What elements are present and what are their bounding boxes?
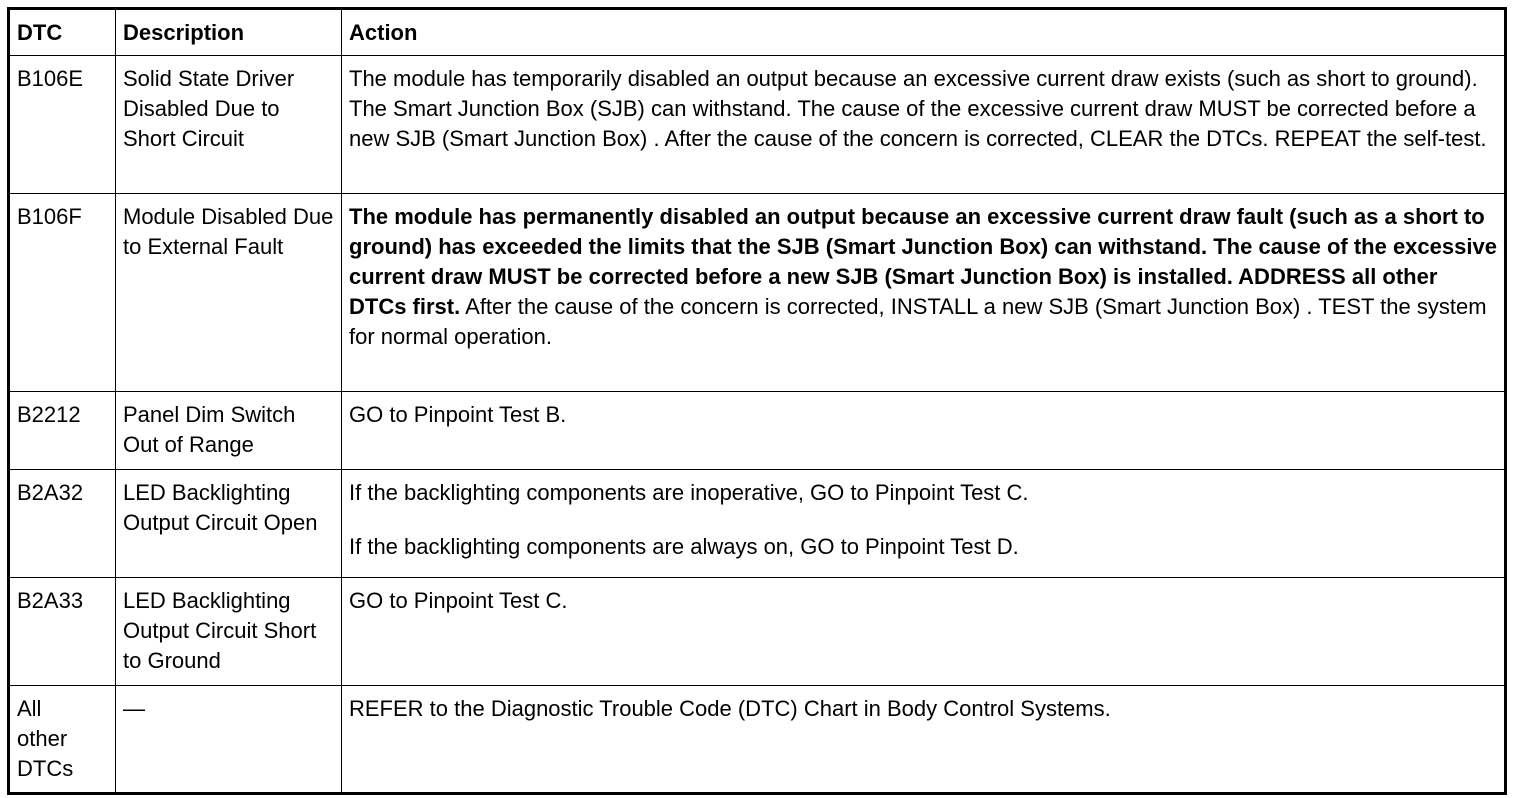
action-cell [342, 578, 1506, 686]
dtc-code-cell: B106F [9, 194, 116, 392]
action-paragraph [349, 64, 1498, 154]
table-header-row [9, 9, 1506, 56]
action-paragraph [349, 532, 1498, 562]
description-cell: Solid State Driver Disabled Due to Short Circuit [116, 56, 342, 194]
action-paragraph [349, 400, 1498, 430]
description-cell: Module Disabled Due to External Fault [116, 194, 342, 392]
description-cell: Panel Dim Switch Out of Range [116, 392, 342, 470]
action-cell [342, 56, 1506, 194]
action-cell [342, 470, 1506, 578]
action-cell [342, 686, 1506, 794]
dtc-code-cell: B2A32 [9, 470, 116, 578]
action-text: After the cause of the concern is corrected, INSTALL a new SJB (Smart Junction Box) . TEST the system for normal operation. [349, 294, 1487, 349]
dtc-code-cell: B106E [9, 56, 116, 194]
description-cell: LED Backlighting Output Circuit Short to Ground [116, 578, 342, 686]
column-header-description: Description [116, 9, 342, 56]
dtc-code-cell: B2A33 [9, 578, 116, 686]
table-row [9, 686, 1506, 794]
action-text: GO to Pinpoint Test C. [349, 588, 568, 613]
table-row [9, 392, 1506, 470]
action-paragraph [349, 694, 1498, 724]
action-paragraph [349, 478, 1498, 508]
action-text: If the backlighting components are always on, GO to Pinpoint Test D. [349, 534, 1019, 559]
table-row [9, 578, 1506, 686]
action-text: GO to Pinpoint Test B. [349, 402, 567, 427]
action-text: The module has temporarily disabled an output because an excessive current draw exists (such as short to ground). The Smart Junction Box (SJB) can withstand. The cause of the excessive current draw MUST be corrected before a new SJB (Smart Junction Box) . After the cause of the concern is corrected, CLEAR the DTCs. REPEAT the self-test. [349, 66, 1487, 151]
action-paragraph [349, 586, 1498, 616]
action-paragraph [349, 202, 1498, 352]
table-row [9, 56, 1506, 194]
action-cell [342, 392, 1506, 470]
description-cell: LED Backlighting Output Circuit Open [116, 470, 342, 578]
description-cell: — [116, 686, 342, 794]
column-header-dtc: DTC [9, 9, 116, 56]
action-cell [342, 194, 1506, 392]
action-text: If the backlighting components are inoperative, GO to Pinpoint Test C. [349, 480, 1029, 505]
action-text: REFER to the Diagnostic Trouble Code (DTC) Chart in Body Control Systems. [349, 696, 1111, 721]
table-row [9, 194, 1506, 392]
dtc-code-cell: All other DTCs [9, 686, 116, 794]
action-bold-text: The module has permanently disabled an output because an excessive current draw fault (such as a short to ground) has exceeded the limits that the SJB (Smart Junction Box) can withstand. The cause of the excessive current draw MUST be corrected before a new SJB (Smart Junction Box) is installed. ADDRESS all other DTCs first. [349, 204, 1497, 319]
table-body [9, 56, 1506, 794]
column-header-action: Action [342, 9, 1506, 56]
table-row [9, 470, 1506, 578]
dtc-code-cell: B2212 [9, 392, 116, 470]
dtc-table [7, 7, 1507, 795]
